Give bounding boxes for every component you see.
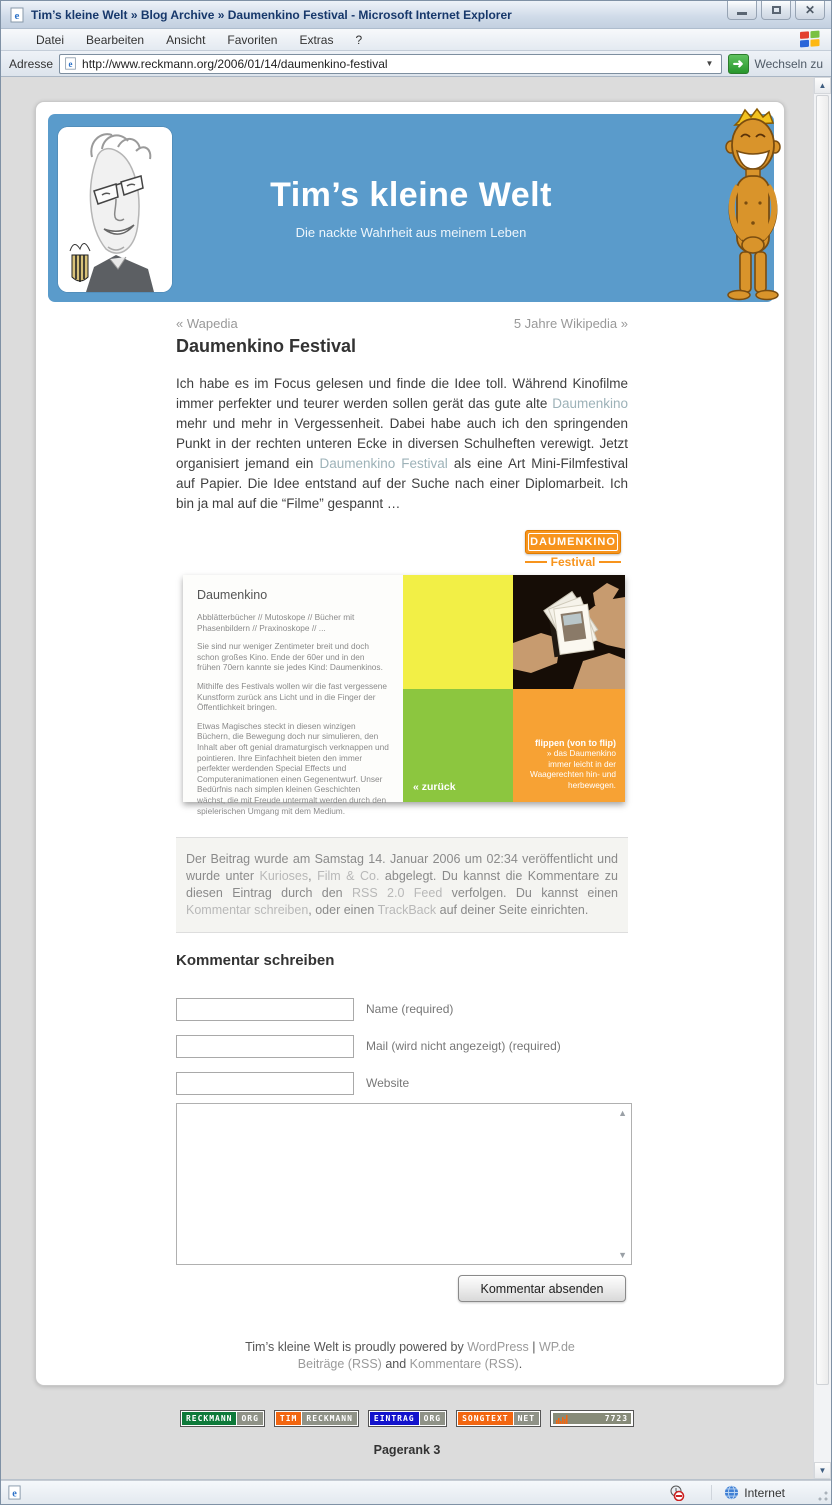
portrait-image [58, 127, 172, 292]
scroll-up-button[interactable] [814, 77, 831, 94]
footer-line-1: Tim’s kleine Welt is proudly powered by WordPress | WP.de [245, 1340, 575, 1354]
flyer-text-panel [183, 575, 403, 816]
post-title: Daumenkino Festival [176, 336, 357, 356]
inline-link[interactable]: RSS 2.0 Feed [352, 886, 443, 900]
visitor-counter-badge[interactable] [550, 1410, 634, 1427]
resize-grip[interactable] [817, 1490, 829, 1502]
badge-tim-reckmann[interactable]: TIM RECKMANN [274, 1410, 359, 1427]
name-field-row [176, 997, 636, 1021]
next-post-link[interactable]: 5 Jahre Wikipedia » [513, 316, 628, 331]
restore-button[interactable] [761, 1, 791, 20]
scroll-down-button[interactable] [814, 1462, 831, 1479]
site-header [48, 114, 774, 302]
counter-value: 7723 [604, 1414, 629, 1423]
security-zone [711, 1485, 825, 1500]
menu-help[interactable]: ? [355, 32, 363, 47]
inline-link[interactable]: Daumenkino [552, 396, 628, 411]
bar-chart-icon [556, 1414, 568, 1424]
flyer-paragraph: Sie sind nur weniger Zentimeter breit und doch schon großes Kino. Ende der 60er und in den frühen 70ern kannte sie jedes Kind: Daumenkinos. [197, 641, 383, 673]
caricature-drawing [58, 127, 172, 292]
website-input[interactable] [176, 1072, 354, 1095]
website-label: Website [366, 1076, 410, 1090]
minimize-button[interactable] [727, 1, 757, 20]
pagerank-label: Pagerank 3 [373, 1443, 441, 1457]
status-bar [1, 1480, 831, 1504]
restore-icon [772, 6, 781, 14]
scrollbar-thumb[interactable] [816, 95, 829, 1385]
favicon-ie-icon [64, 57, 77, 70]
minimize-icon [737, 12, 747, 15]
windows-logo-icon [799, 30, 821, 49]
flyer-back-link[interactable]: « zurück [413, 781, 456, 793]
badge-songtext-net[interactable]: SONGTEXT NET [456, 1410, 541, 1427]
address-field[interactable] [59, 54, 721, 74]
logo-top-text: DAUMENKINO [528, 533, 618, 551]
go-button[interactable] [728, 54, 749, 74]
address-bar [1, 51, 831, 77]
inline-link[interactable]: Kommentare (RSS) [409, 1357, 519, 1371]
vertical-scrollbar[interactable] [813, 77, 831, 1479]
name-input[interactable] [176, 998, 354, 1021]
textarea-scroll-up-icon[interactable]: ▲ [618, 1108, 627, 1118]
prev-post-link[interactable]: « Wapedia [176, 316, 238, 331]
name-label: Name (required) [366, 1002, 454, 1016]
site-subtitle: Die nackte Wahrheit aus meinem Leben [295, 225, 527, 240]
inline-link[interactable]: Daumenkino Festival [319, 456, 448, 471]
close-button[interactable] [795, 1, 825, 20]
inline-link[interactable]: Kommentar schreiben [186, 903, 309, 917]
website-field-row [176, 1071, 636, 1095]
badge-reckmann-org[interactable]: RECKMANN ORG [180, 1410, 265, 1427]
go-arrow-icon: ➜ [732, 55, 744, 71]
flyer-color-grid [403, 575, 625, 802]
menu-bar [1, 29, 831, 51]
mail-input[interactable] [176, 1035, 354, 1058]
logo-bottom-text: Festival [525, 555, 621, 569]
flyer-flip-heading: flippen (von to flip) [535, 738, 616, 748]
mail-label: Mail (wird nicht angezeigt) (required) [366, 1039, 561, 1053]
site-content-card [35, 101, 785, 1386]
menu-extras[interactable]: Extras [299, 32, 334, 47]
inline-link[interactable]: TrackBack [377, 903, 437, 917]
inline-link[interactable]: WP.de [538, 1340, 575, 1354]
site-title[interactable]: Tim’s kleine Welt [270, 176, 552, 214]
post-meta-box: Der Beitrag wurde am Samstag 14. Januar 2006 um 02:34 veröffentlicht und wurde unter Kurioses, Film & Co. abgelegt. Du kannst die Kommentare zu diesen Eintrag durch den RSS 2.0 Feed verfolgen. Du kannst einen Kommentar schreiben, oder einen TrackBack auf deiner Seite einrichten. [176, 837, 628, 933]
post-navigation [176, 316, 628, 331]
mail-field-row [176, 1034, 636, 1058]
svg-text:e: e [14, 9, 20, 22]
comment-textarea[interactable] [176, 1103, 632, 1265]
close-icon: ✕ [804, 3, 816, 17]
flyer-yellow-panel [403, 575, 513, 689]
flyer-paragraph: Mithilfe des Festivals wollen wir die fast vergessene Kunstform zurück ans Licht und in die Finger der Öffentlichkeit bringen. [197, 680, 387, 713]
title-bar[interactable] [1, 1, 831, 29]
inline-link[interactable]: Beiträge (RSS) [297, 1357, 382, 1371]
flyer-paragraph: Abblätterbücher // Mutoskope // Bücher mit Phasenbildern // Praxinoskope // ... [197, 612, 355, 633]
svg-text:e: e [12, 1488, 17, 1500]
address-label: Adresse [9, 56, 54, 71]
post-body: Ich habe es im Focus gelesen und finde die Idee toll. Während Kinofilme immer perfekter und teurer werden sollen gerät das gute alte Daumenkino mehr und mehr in Vergessenheit. Dabei habe auch ich den springenden Punkt in der rechten unteren Ecke in diversen Schulheften verewigt. Jetzt organisiert jemand ein Daumenkino Festival als eine Art Mini-Filmfestival auf Papier. Die Idee entstand auf der Suche nach einer Diplomarbeit. Ich bin ja mal auf die “Filme” gespannt … [176, 376, 629, 511]
ie-page-icon [9, 7, 25, 23]
scroll-down-icon: ▼ [818, 1466, 827, 1475]
site-footer [36, 1339, 784, 1373]
zone-label: Internet [744, 1485, 785, 1500]
footer-badges [1, 1410, 813, 1427]
url-text[interactable]: http://www.reckmann.org/2006/01/14/daumenkino-festival [82, 56, 388, 71]
go-label[interactable]: Wechseln zu [754, 56, 823, 71]
daumenkino-festival-logo[interactable] [525, 530, 621, 569]
address-dropdown-icon[interactable]: ▼ [705, 59, 714, 68]
inline-link[interactable]: Kurioses [259, 869, 309, 883]
festival-flyer-image[interactable] [183, 575, 625, 816]
textarea-scroll-down-icon[interactable]: ▼ [618, 1250, 627, 1260]
flyer-flip-text: » das Daumenkino immer leicht in der Waagerechten hin- und herbewegen. [530, 748, 616, 790]
menu-bearbeiten[interactable]: Bearbeiten [86, 32, 145, 47]
menu-favoriten[interactable]: Favoriten [227, 32, 278, 47]
privacy-blocked-icon[interactable] [669, 1485, 685, 1501]
badge-eintrag-org[interactable]: EINTRAG ORG [368, 1410, 447, 1427]
flyer-paragraph: Etwas Magisches steckt in diesen winzigen Büchern, die Bewegung doch nur simulieren, den Inhalt aber oft genial dramaturgisch verknappen und pointieren. Ihre Einfachheit bieten den immer perfekter werdenden Special Effects und Computeranimationen einen Gegenentwurf. Unser Bedürfnis nach simplen kleinen Geschichten wächst, die mit Freude untermalt werden durch den spielerischen Umgang mit dem Medium. [197, 720, 389, 816]
window-title: Tim’s kleine Welt » Blog Archive » Daumenkino Festival - Microsoft Internet Explorer [31, 7, 512, 22]
comment-form-heading: Kommentar schreiben [176, 952, 335, 969]
browser-viewport [1, 77, 831, 1480]
inline-link[interactable]: WordPress [467, 1340, 529, 1354]
internet-globe-icon [724, 1485, 739, 1500]
inline-link[interactable]: Film & Co. [317, 869, 380, 883]
flyer-panel-title: Daumenkino [197, 588, 268, 602]
submit-comment-button[interactable]: Kommentar absenden [458, 1275, 626, 1302]
flyer-green-panel [403, 689, 513, 802]
footer-line-2: Beiträge (RSS) and Kommentare (RSS). [297, 1357, 523, 1371]
scroll-up-icon: ▲ [818, 81, 827, 90]
scrollbar-track[interactable] [814, 1386, 831, 1462]
naked-mascot-drawing [713, 107, 793, 303]
svg-text:e: e [68, 58, 73, 69]
menu-ansicht[interactable]: Ansicht [166, 32, 206, 47]
web-page [1, 77, 813, 1479]
status-page-icon [7, 1485, 22, 1500]
flipbook-photo [513, 575, 625, 689]
flyer-orange-panel [513, 689, 625, 802]
menu-datei[interactable]: Datei [36, 32, 65, 47]
